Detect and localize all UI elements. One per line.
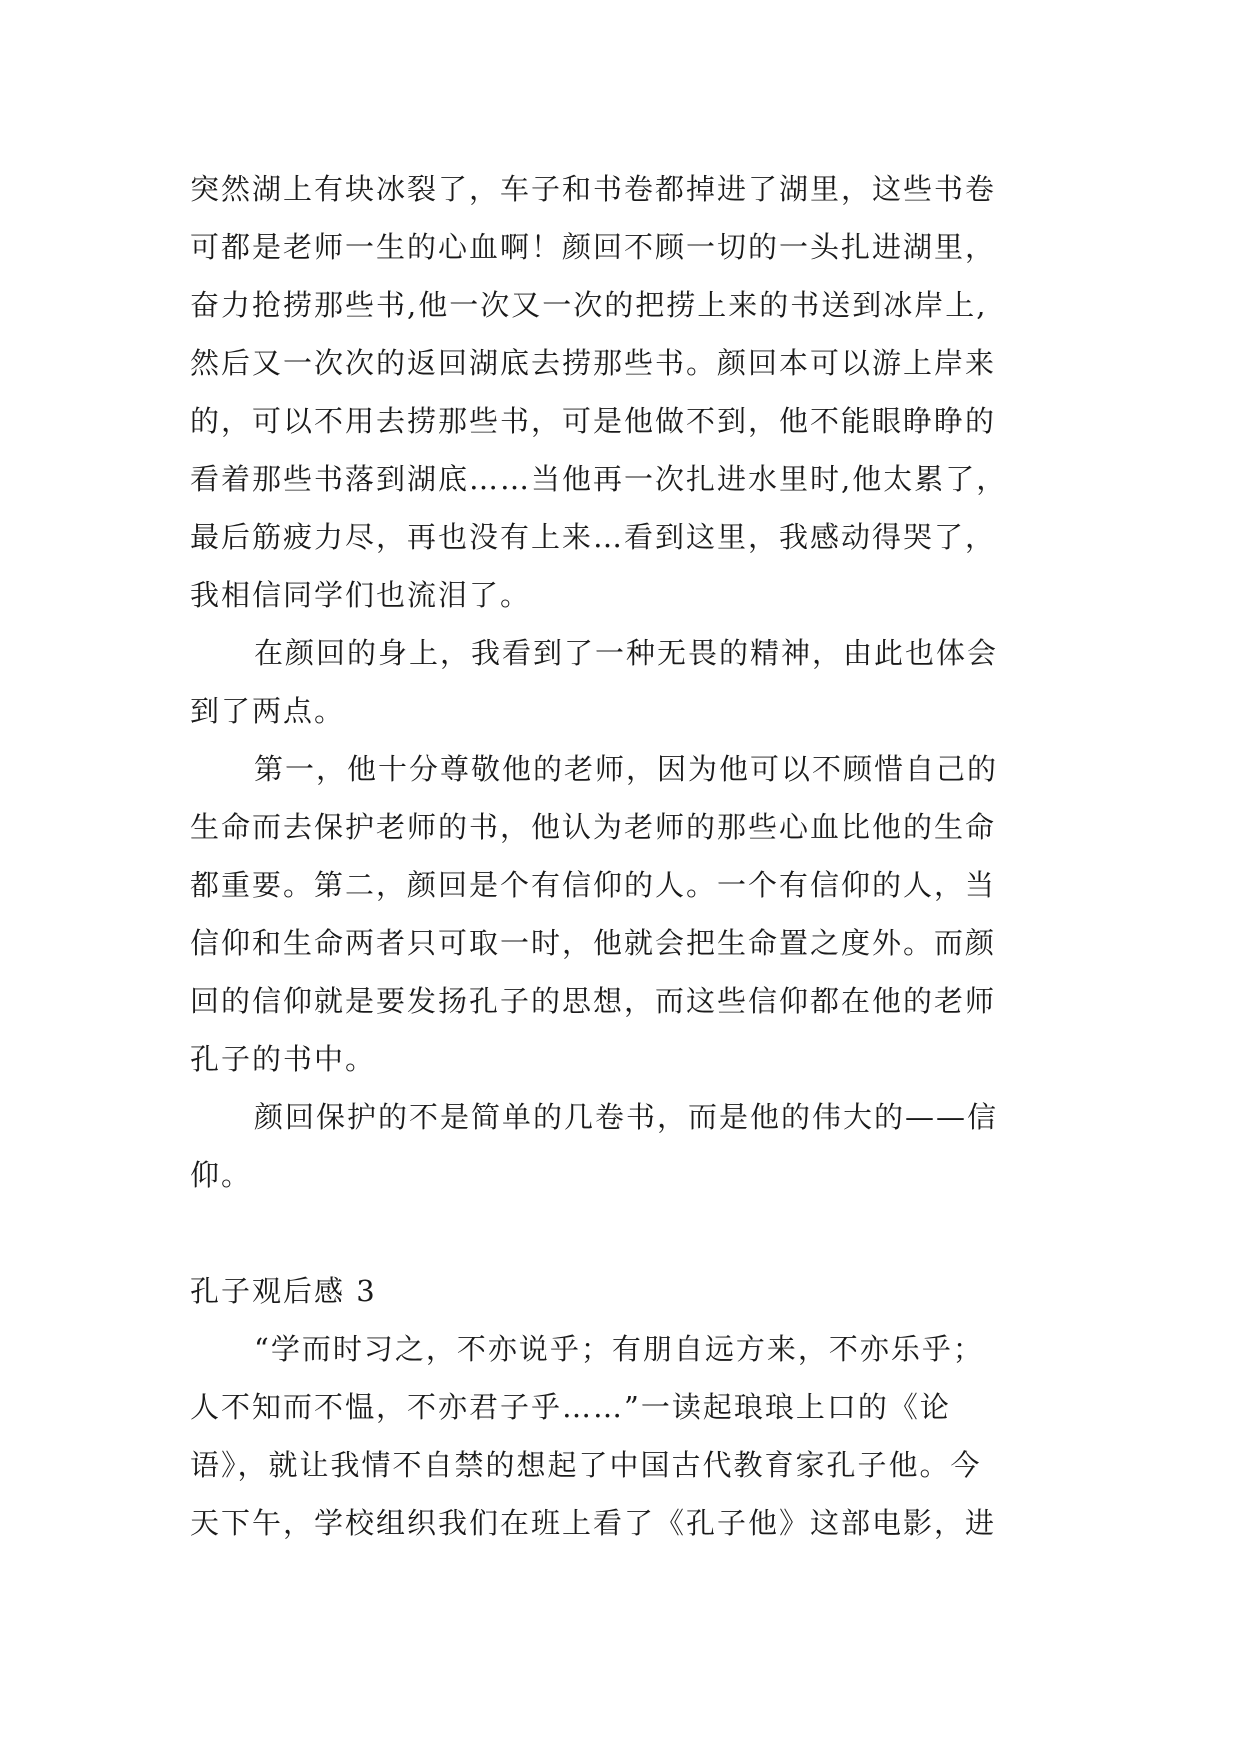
text-line: 孔子的书中。 bbox=[190, 1042, 377, 1076]
paragraph bbox=[190, 624, 1090, 740]
text-line: 仰。 bbox=[190, 1158, 253, 1192]
text-line: 在颜回的身上，我看到了一种无畏的精神，由此也体会 bbox=[254, 636, 999, 670]
text-line: 都重要。第二，颜回是个有信仰的人。一个有信仰的人，当 bbox=[190, 868, 997, 902]
blank-line bbox=[190, 1204, 1090, 1262]
paragraph bbox=[190, 160, 1090, 624]
text-line: 第一，他十分尊敬他的老师，因为他可以不顾惜自己的 bbox=[254, 752, 999, 786]
text-line: 我相信同学们也流泪了。 bbox=[190, 578, 532, 612]
text-line: 信仰和生命两者只可取一时，他就会把生命置之度外。而颜 bbox=[190, 926, 997, 960]
text-line: 可都是老师一生的心血啊！颜回不顾一切的一头扎进湖里， bbox=[190, 230, 997, 264]
text-line: 语》，就让我情不自禁的想起了中国古代教育家孔子他。今 bbox=[190, 1448, 982, 1482]
text-line: 回的信仰就是要发扬孔子的思想，而这些信仰都在他的老师 bbox=[190, 984, 997, 1018]
paragraph bbox=[190, 1320, 1090, 1552]
paragraph bbox=[190, 740, 1090, 1088]
paragraph bbox=[190, 1088, 1090, 1204]
text-line: “学而时习之，不亦说乎；有朋自远方来，不亦乐乎； bbox=[254, 1332, 984, 1366]
text-line: 最后筋疲力尽，再也没有上来…看到这里，我感动得哭了， bbox=[190, 520, 997, 554]
text-line: 的，可以不用去捞那些书，可是他做不到，他不能眼睁睁的 bbox=[190, 404, 997, 438]
section-title: 孔子观后感 3 bbox=[190, 1274, 377, 1308]
text-line: 到了两点。 bbox=[190, 694, 346, 728]
text-line: 看着那些书落到湖底……当他再一次扎进水里时,他太累了， bbox=[190, 462, 1008, 496]
text-line: 然后又一次次的返回湖底去捞那些书。颜回本可以游上岸来 bbox=[190, 346, 997, 380]
text-line: 颜回保护的不是简单的几卷书，而是他的伟大的——信 bbox=[254, 1100, 999, 1134]
text-line: 生命而去保护老师的书，他认为老师的那些心血比他的生命 bbox=[190, 810, 997, 844]
document-body bbox=[190, 160, 1090, 1552]
text-line: 人不知而不愠，不亦君子乎……”一读起琅琅上口的《论 bbox=[190, 1390, 951, 1424]
text-line: 天下午，学校组织我们在班上看了《孔子他》这部电影，进 bbox=[190, 1506, 997, 1540]
text-line: 奋力抢捞那些书,他一次又一次的把捞上来的书送到冰岸上, bbox=[190, 288, 988, 322]
text-line: 突然湖上有块冰裂了，车子和书卷都掉进了湖里，这些书卷 bbox=[190, 172, 997, 206]
